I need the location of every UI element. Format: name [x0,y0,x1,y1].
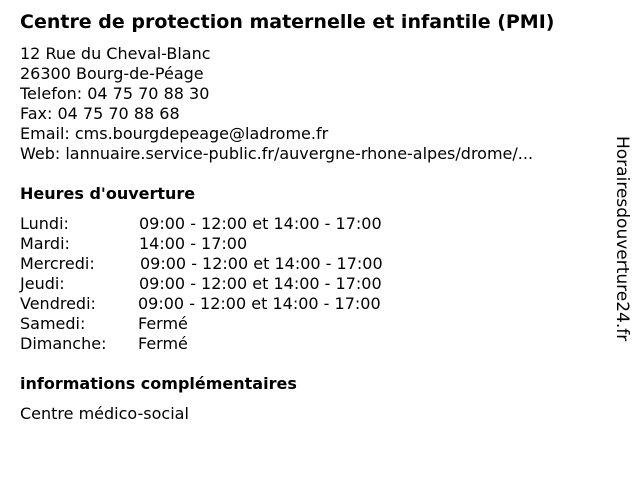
fax-line: Fax: 04 75 70 88 68 [20,104,180,123]
email-line: Email: cms.bourgdepeage@ladrome.fr [20,124,329,143]
additional-info-heading: informations complémentaires [20,374,297,393]
hours-time: 09:00 - 12:00 et 14:00 - 17:00 [140,254,383,273]
hours-day: Mardi: [20,234,70,253]
address-street: 12 Rue du Cheval-Blanc [20,44,211,63]
hours-time: 09:00 - 12:00 et 14:00 - 17:00 [139,274,382,293]
site-watermark: Horairesdouverture24.fr [612,136,632,342]
hours-time: Fermé [138,314,188,333]
additional-info-text: Centre médico-social [20,404,189,423]
address-city: 26300 Bourg-de-Péage [20,64,204,83]
web-line: Web: lannuaire.service-public.fr/auvergne-rhone-alpes/drome/... [20,144,534,163]
hours-day: Vendredi: [20,294,96,313]
hours-day: Jeudi: [20,274,65,293]
hours-day: Mercredi: [20,254,95,273]
hours-time: 09:00 - 12:00 et 14:00 - 17:00 [139,214,382,233]
address-block [20,44,533,164]
hours-time: 14:00 - 17:00 [139,234,248,253]
page-title: Centre de protection maternelle et infantile (PMI) [20,11,555,33]
hours-time: 09:00 - 12:00 et 14:00 - 17:00 [138,294,381,313]
hours-day: Dimanche: [20,334,107,353]
hours-time: Fermé [138,334,188,353]
opening-hours-heading: Heures d'ouverture [20,184,196,203]
hours-day: Lundi: [20,214,69,233]
hours-day: Samedi: [20,314,86,333]
phone-line: Telefon: 04 75 70 88 30 [20,84,210,103]
